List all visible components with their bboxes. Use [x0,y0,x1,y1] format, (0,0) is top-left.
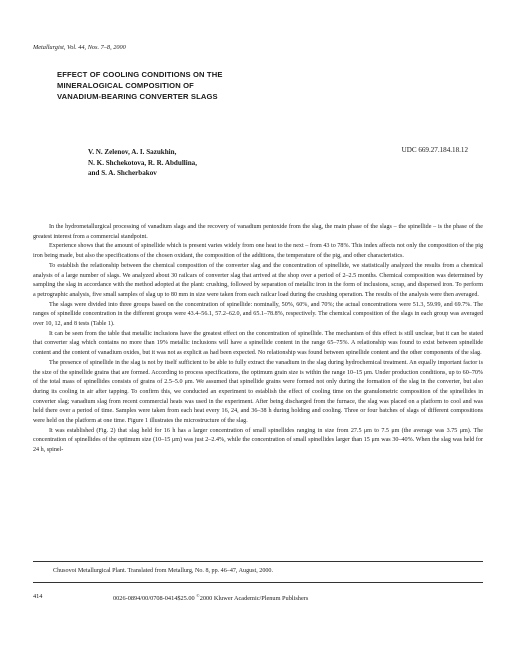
body-paragraph: In the hydrometallurgical processing of vanadium slags and the recovery of vanadium pentoxide from the slag, the main phase of the slags – the spinellide – is the phase of the greatest interest from a commercial standpoint. [33,224,483,240]
footnote: Chusovoi Metallurgical Plant. Translated from Metallurg, No. 8, pp. 46–47, August, 2000. [53,568,273,574]
issn-line [113,593,308,602]
author-line: and S. A. Shcherbakov [88,169,157,178]
body-paragraph: The presence of spinellide in the slag is not by itself sufficient to be able to fully extract the vanadium in the slag during hydrochemical treatment. An equally important factor is the size of the spinellide grains that are formed. According to process specifications, the optimum grain size is within the range 10–15 μm. Under production conditions, up to 60–70% of the total mass of spinellides consists of grains of 2.5–5.0 μm. We assumed that spinellide grains were formed not only during the formation of the slag in the converter, but also during its cooling in air after tapping. To confirm this, we conducted an experiment to establish the effect of cooling time on the granulometric composition of the spinellides in converter slag; vanadium slag from recent commercial heats was used in the experiment. After being discharged from the furnace, the slag was placed on a platform to cool and was held there over a period of time. Samples were taken from each heat every 16, 24, and 36–38 h during holding and cooling. Three or four batches of slags of different compositions were held on the platform at one time. Figure 1 illustrates the microstructure of the slag. [33,359,483,425]
author-list [88,147,197,179]
body-paragraph: To establish the relationship between the chemical composition of the converter slag and the concentration of spinellide, we statistically analyzed the results from a chemical analysis of a large number of slags. We analyzed about 30 railcars of converter slag that arrived at the shop over a period of 2–2.5 months. Chemical composition was determined by sampling the slag in accordance with the method adopted at the plant: crushing, followed by separation of metallic iron in the form of inclusions, scrap, and dispersed iron. To perform a petrographic analysis, five small samples of slag up to 80 mm in size were taken from each railcar load during the crushing operation. The results of the analysis were then averaged. [33,262,483,298]
publisher: 2000 Kluwer Academic/Plenum Publishers [199,595,309,603]
title-line: MINERALOGICAL COMPOSITION OF [57,81,194,90]
article-body [33,223,483,456]
issn-prefix: 0026-0894/00/0708-0414$25.00 [113,595,197,603]
body-paragraph: Experience shows that the amount of spinellide which is present varies widely from one heat to the next – from 43 to 78%. This index affects not only the composition of the pig iron being made, but also the specifications of the chosen oxidant, the composition of the additions, the temperature of the pig, and other characteristics. [33,243,483,260]
body-paragraph: It was established (Fig. 2) that slag held for 16 h has a larger concentration of small spinellides ranging in size from 27.5 μm to 7.5 μm (the average was 3.75 μm). The concentration of spinellides of the optimum size (10–15 μm) was just 2–2.4%, while the concentration of small spinellides larger than 15 μm was 30–40%. When the slag was held for 24 h, spinel- [33,427,483,454]
journal-citation: Metallurgist, Vol. 44, Nos. 7–8, 2000 [33,44,126,51]
body-paragraph: The slags were divided into three groups based on the concentration of spinellide: nominally, 50%, 60%, and 70%; the actual concentrations were 51.3, 59.99, and 69.7%. The ranges of spinellide concentration in the different groups were 43.4–56.1, 57.2–62.0, and 65.1–78.8%, respectively. The chemical composition of the slags in each group was averaged over 10, 12, and 8 tests (Table 1). [33,301,483,328]
author-line: V. N. Zelenov, A. I. Sazukhin, [88,148,177,156]
title-line: EFFECT OF COOLING CONDITIONS ON THE [57,70,223,79]
page-number: 414 [33,593,43,600]
footnote-divider [33,561,483,562]
author-line: N. K. Shchekotova, R. R. Abdullina, [88,158,197,167]
copyright-symbol: © [196,593,200,598]
title-line: VANADIUM-BEARING CONVERTER SLAGS [57,92,218,101]
article-title [57,69,387,102]
footer-divider [33,582,483,583]
body-paragraph: It can be seen from the table that metallic inclusions have the greatest effect on the concentration of spinellide. The mechanism of this effect is still unclear, but it can be stated that converter slag which contains no more than 19% metallic inclusions will have a spinellide content in the range 65–75%. A relationship was found to exist between spinellide content and the content of vanadium oxides, but it was not as explicit as had been expected. No relationship was found between spinellide content and the other components of the slag. [33,330,483,357]
udc-code: UDC 669.27.184.18.12 [401,146,468,154]
